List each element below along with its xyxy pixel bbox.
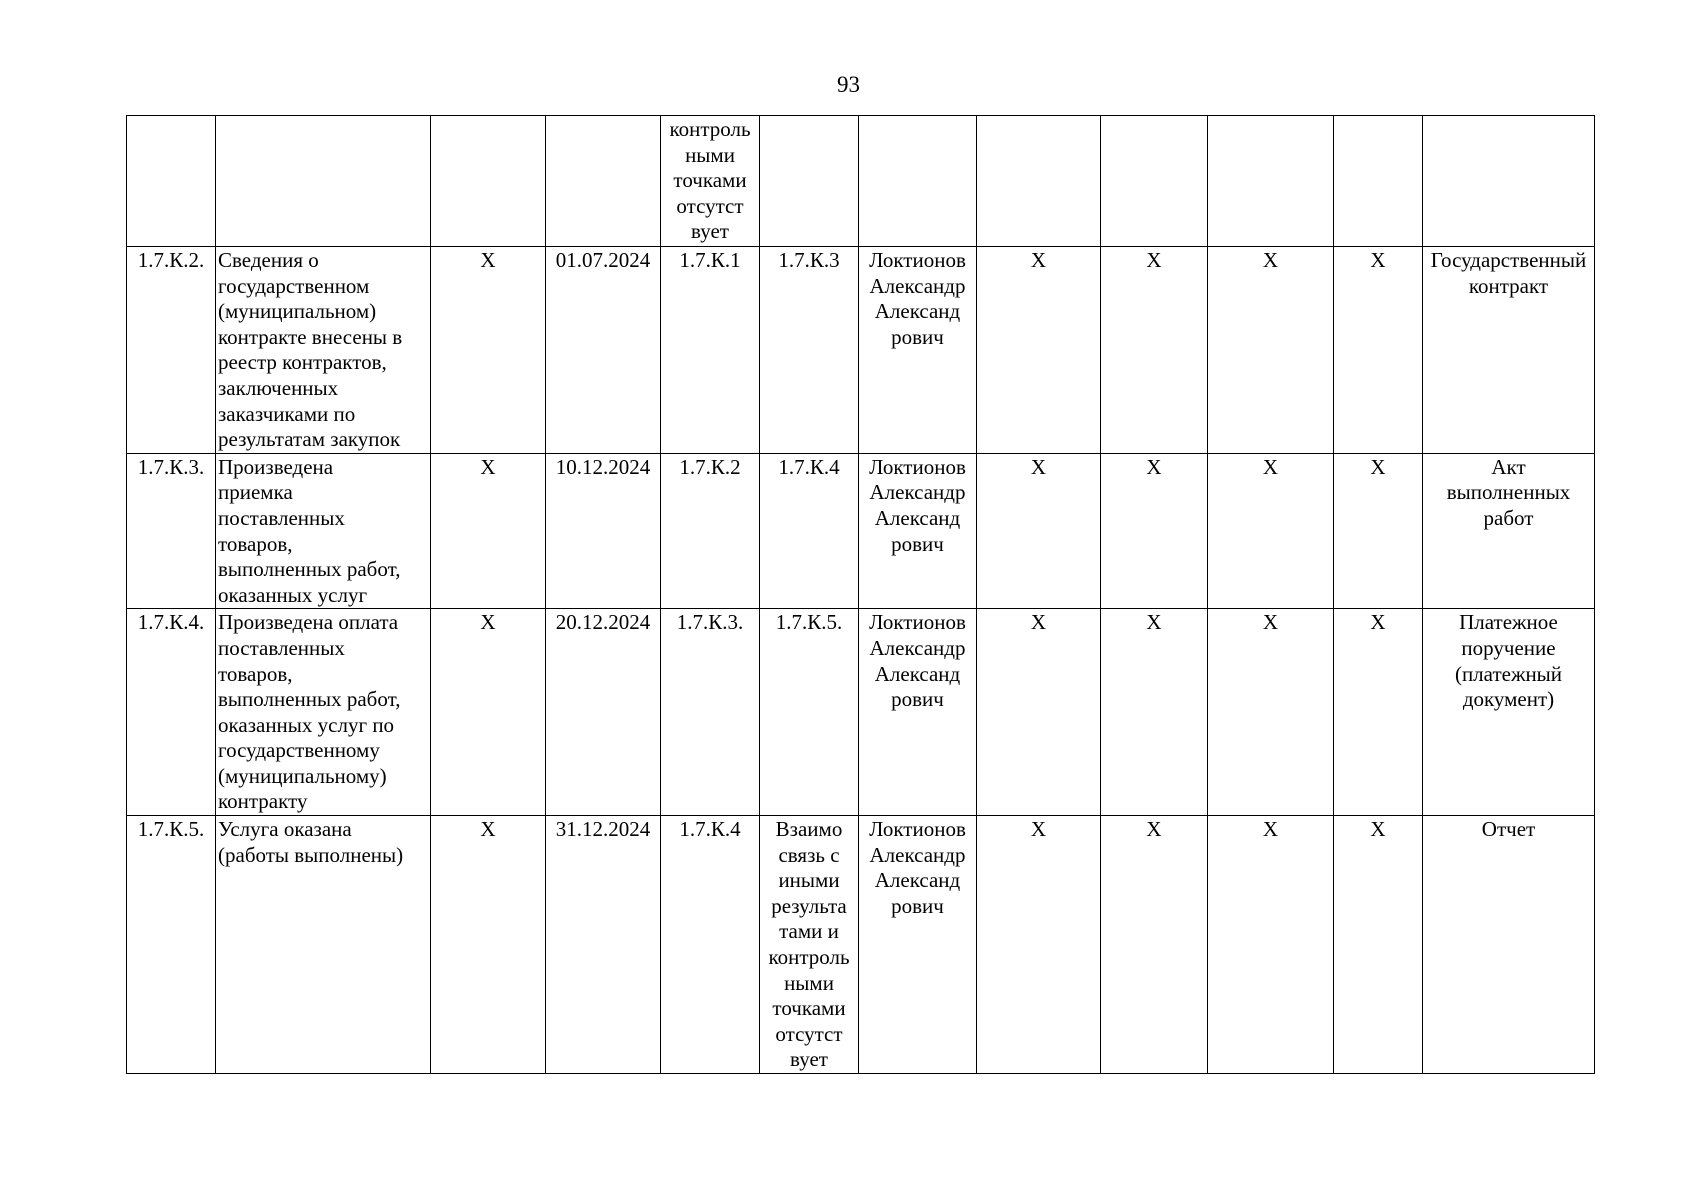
row-date-cell: 31.12.2024 bbox=[546, 816, 661, 1074]
row-next-link-cell: 1.7.К.5. bbox=[760, 609, 859, 816]
row-x2-cell: Х bbox=[1101, 816, 1208, 1074]
row-date-cell: 10.12.2024 bbox=[546, 453, 661, 609]
row-x3-cell: Х bbox=[1208, 453, 1334, 609]
row-document-cell bbox=[1423, 116, 1595, 247]
row-responsible-cell: Локтионов Александр Александ рович bbox=[859, 816, 977, 1074]
row-col3-cell: Х bbox=[431, 453, 546, 609]
row-x2-cell: Х bbox=[1101, 609, 1208, 816]
row-code-cell: 1.7.К.5. bbox=[127, 816, 216, 1074]
table-row bbox=[127, 453, 1595, 609]
row-name-cell bbox=[216, 116, 431, 247]
row-prev-link-cell: 1.7.К.1 bbox=[661, 247, 760, 454]
row-code-cell bbox=[127, 116, 216, 247]
row-responsible-cell: Локтионов Александр Александ рович bbox=[859, 247, 977, 454]
row-code-cell: 1.7.К.3. bbox=[127, 453, 216, 609]
row-x3-cell: Х bbox=[1208, 816, 1334, 1074]
row-prev-link-cell: 1.7.К.2 bbox=[661, 453, 760, 609]
row-col3-cell: Х bbox=[431, 609, 546, 816]
row-date-cell bbox=[546, 116, 661, 247]
page-number: 93 bbox=[837, 72, 860, 97]
row-x3-cell: Х bbox=[1208, 247, 1334, 454]
row-name-cell: Произведена оплата поставленных товаров, выполненных работ, оказанных услуг по государственному (муниципальному) контракту bbox=[216, 609, 431, 816]
row-x3-cell: Х bbox=[1208, 609, 1334, 816]
row-next-link-cell: Взаимо связь с иными результа тами и контроль ными точками отсутст вует bbox=[760, 816, 859, 1074]
table-row bbox=[127, 247, 1595, 454]
row-next-link-cell: 1.7.К.4 bbox=[760, 453, 859, 609]
row-x1-cell: Х bbox=[977, 453, 1101, 609]
row-x2-cell: Х bbox=[1101, 247, 1208, 454]
row-prev-link-cell: 1.7.К.4 bbox=[661, 816, 760, 1074]
row-x1-cell: Х bbox=[977, 816, 1101, 1074]
row-x3-cell bbox=[1208, 116, 1334, 247]
control-points-table bbox=[126, 115, 1595, 1074]
row-responsible-cell: Локтионов Александр Александ рович bbox=[859, 609, 977, 816]
row-x4-cell: Х bbox=[1334, 816, 1423, 1074]
row-next-link-cell bbox=[760, 116, 859, 247]
row-x4-cell: Х bbox=[1334, 247, 1423, 454]
row-name-cell: Произведена приемка поставленных товаров, выполненных работ, оказанных услуг bbox=[216, 453, 431, 609]
row-document-cell: Государственный контракт bbox=[1423, 247, 1595, 454]
row-document-cell: Отчет bbox=[1423, 816, 1595, 1074]
row-x1-cell: Х bbox=[977, 247, 1101, 454]
row-next-link-cell: 1.7.К.3 bbox=[760, 247, 859, 454]
row-x2-cell bbox=[1101, 116, 1208, 247]
row-x1-cell bbox=[977, 116, 1101, 247]
row-date-cell: 01.07.2024 bbox=[546, 247, 661, 454]
row-x2-cell: Х bbox=[1101, 453, 1208, 609]
row-prev-link-cell: контроль ными точками отсутст вует bbox=[661, 116, 760, 247]
row-responsible-cell bbox=[859, 116, 977, 247]
table-row bbox=[127, 116, 1595, 247]
row-prev-link-cell: 1.7.К.3. bbox=[661, 609, 760, 816]
row-responsible-cell: Локтионов Александр Александ рович bbox=[859, 453, 977, 609]
row-name-cell: Сведения о государственном (муниципальном) контракте внесены в реестр контрактов, заключенных заказчиками по результатам закупок bbox=[216, 247, 431, 454]
row-col3-cell: Х bbox=[431, 247, 546, 454]
row-x4-cell: Х bbox=[1334, 609, 1423, 816]
row-document-cell: Платежное поручение (платежный документ) bbox=[1423, 609, 1595, 816]
row-x1-cell: Х bbox=[977, 609, 1101, 816]
row-col3-cell: Х bbox=[431, 816, 546, 1074]
row-x4-cell: Х bbox=[1334, 453, 1423, 609]
row-code-cell: 1.7.К.2. bbox=[127, 247, 216, 454]
row-x4-cell bbox=[1334, 116, 1423, 247]
row-code-cell: 1.7.К.4. bbox=[127, 609, 216, 816]
row-document-cell: Акт выполненных работ bbox=[1423, 453, 1595, 609]
table-row bbox=[127, 609, 1595, 816]
row-col3-cell bbox=[431, 116, 546, 247]
row-name-cell: Услуга оказана (работы выполнены) bbox=[216, 816, 431, 1074]
table-row bbox=[127, 816, 1595, 1074]
row-date-cell: 20.12.2024 bbox=[546, 609, 661, 816]
